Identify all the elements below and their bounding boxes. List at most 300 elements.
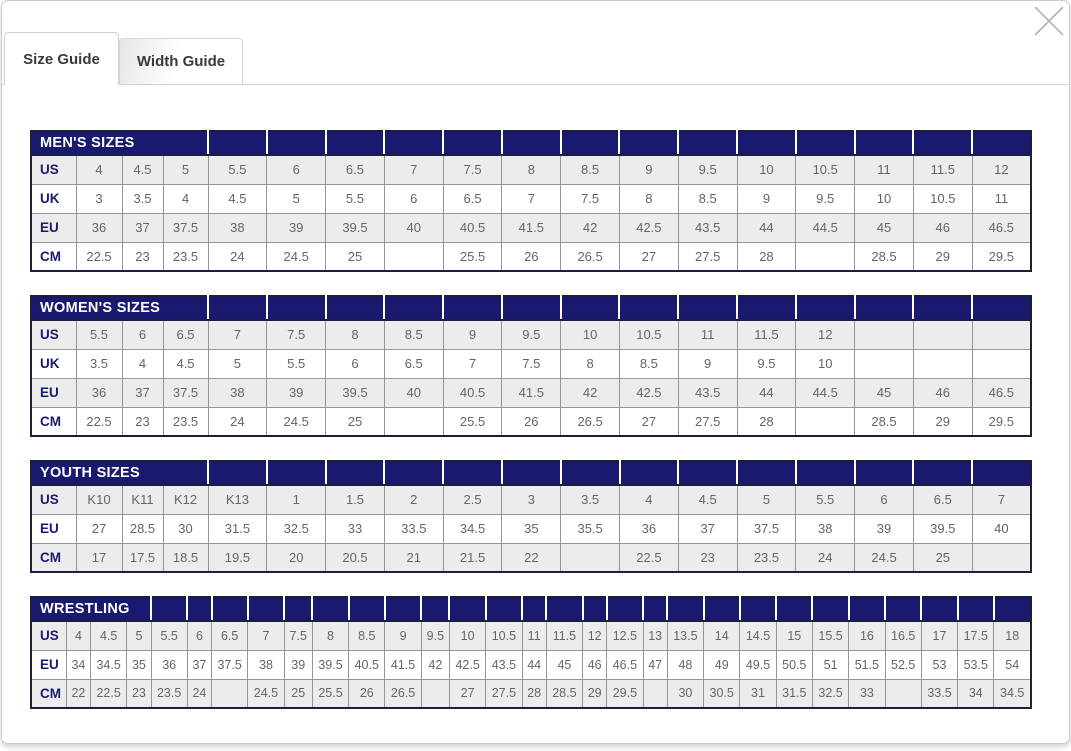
size-cell: 8: [619, 184, 678, 213]
size-cell: 9: [443, 320, 502, 349]
row-label: EU: [31, 378, 76, 407]
size-cell: 28.5: [855, 242, 914, 271]
size-cell: 36: [76, 378, 122, 407]
size-cell: 9.5: [421, 621, 449, 650]
size-cell: 4.5: [163, 349, 208, 378]
size-cell: 10: [855, 184, 914, 213]
size-cell: 10.5: [796, 155, 855, 184]
size-cell: 40: [972, 514, 1031, 543]
size-cell: 17.5: [958, 621, 994, 650]
size-cell: 6.5: [163, 320, 208, 349]
size-cell: 23: [127, 679, 151, 708]
header-cell: [855, 461, 914, 485]
size-cell: 38: [796, 514, 855, 543]
size-cell: 9.5: [737, 349, 796, 378]
size-cell: 6.5: [913, 485, 972, 514]
size-cell: 34.5: [994, 679, 1031, 708]
size-cell: 7: [248, 621, 284, 650]
size-cell: 42.5: [619, 213, 678, 242]
table-title: WRESTLING: [31, 597, 151, 621]
header-cell: [776, 597, 812, 621]
header-cell: [849, 597, 885, 621]
size-cell: 29.5: [972, 242, 1031, 271]
header-cell: [421, 597, 449, 621]
header-cell: [267, 461, 326, 485]
size-cell: 25.5: [443, 242, 502, 271]
size-cell: 7.5: [561, 184, 620, 213]
header-cell: [619, 296, 678, 320]
header-cell: [522, 597, 546, 621]
size-cell: 5.5: [796, 485, 855, 514]
size-cell: [913, 320, 972, 349]
size-cell: 6.5: [326, 155, 385, 184]
size-cell: [885, 679, 921, 708]
size-cell: 5.5: [76, 320, 122, 349]
size-cell: 24: [187, 679, 211, 708]
table-row: [31, 213, 1031, 242]
size-cell: [796, 242, 855, 271]
row-label: EU: [31, 650, 66, 679]
size-cell: 6.5: [212, 621, 248, 650]
row-label: US: [31, 155, 76, 184]
size-cell: 4: [620, 485, 679, 514]
size-cell: 42.5: [619, 378, 678, 407]
size-cell: 28: [737, 407, 796, 436]
size-cell: 30: [667, 679, 703, 708]
size-cell: 12: [583, 621, 607, 650]
size-cell: 51: [812, 650, 848, 679]
row-label: CM: [31, 543, 76, 572]
row-label: EU: [31, 514, 76, 543]
size-cell: 46.5: [972, 378, 1031, 407]
size-cell: 22.5: [76, 242, 122, 271]
size-cell: 8: [502, 155, 561, 184]
header-cell: [607, 597, 643, 621]
size-cell: [421, 679, 449, 708]
row-label: UK: [31, 184, 76, 213]
size-cell: 39.5: [326, 378, 385, 407]
header-cell: [913, 131, 972, 155]
header-cell: [737, 296, 796, 320]
header-cell: [796, 296, 855, 320]
size-cell: 9: [385, 621, 421, 650]
size-cell: 11: [972, 184, 1031, 213]
size-cell: 7: [384, 155, 443, 184]
size-cell: 24.5: [267, 407, 326, 436]
size-tables-container: [2, 85, 1069, 709]
header-cell: [486, 597, 522, 621]
table-title: MEN'S SIZES: [31, 131, 208, 155]
size-cell: 14.5: [740, 621, 776, 650]
header-cell: [561, 296, 620, 320]
header-cell: [384, 131, 443, 155]
table-row: [31, 378, 1031, 407]
size-cell: 16.5: [885, 621, 921, 650]
size-cell: 33.5: [384, 514, 443, 543]
header-cell: [208, 296, 267, 320]
size-cell: 7: [502, 184, 561, 213]
size-cell: 53.5: [958, 650, 994, 679]
size-cell: 27.5: [678, 407, 737, 436]
row-label: EU: [31, 213, 76, 242]
size-cell: 10.5: [913, 184, 972, 213]
size-cell: 37: [187, 650, 211, 679]
header-cell: [796, 131, 855, 155]
size-cell: 37.5: [737, 514, 796, 543]
header-cell: [796, 461, 855, 485]
size-cell: 23.5: [163, 407, 208, 436]
table-header-row: [31, 461, 1031, 485]
size-cell: 44.5: [796, 213, 855, 242]
size-cell: 27: [619, 407, 678, 436]
size-cell: 5: [267, 184, 326, 213]
size-cell: 41.5: [502, 378, 561, 407]
size-cell: [643, 679, 667, 708]
header-cell: [913, 296, 972, 320]
size-cell: 5.5: [151, 621, 187, 650]
size-cell: 1: [267, 485, 326, 514]
size-cell: 12.5: [607, 621, 643, 650]
size-cell: 32.5: [267, 514, 326, 543]
size-cell: 46.5: [607, 650, 643, 679]
header-cell: [187, 597, 211, 621]
header-cell: [972, 296, 1031, 320]
size-cell: [384, 242, 443, 271]
size-cell: 11: [855, 155, 914, 184]
table-title: WOMEN'S SIZES: [31, 296, 208, 320]
table-row: [31, 320, 1031, 349]
size-cell: 39: [267, 213, 326, 242]
size-cell: 39.5: [312, 650, 348, 679]
size-cell: 51.5: [849, 650, 885, 679]
size-cell: 24: [208, 242, 267, 271]
size-cell: [972, 320, 1031, 349]
size-cell: 50.5: [776, 650, 812, 679]
size-cell: 9.5: [502, 320, 561, 349]
size-cell: 21: [384, 543, 443, 572]
size-cell: 40: [384, 378, 443, 407]
size-cell: 53: [921, 650, 957, 679]
row-label: CM: [31, 679, 66, 708]
size-cell: 6: [122, 320, 163, 349]
size-cell: 5: [208, 349, 267, 378]
size-cell: 10.5: [619, 320, 678, 349]
size-cell: 43.5: [678, 213, 737, 242]
size-cell: 39: [855, 514, 914, 543]
size-cell: 39: [267, 378, 326, 407]
size-cell: 27.5: [678, 242, 737, 271]
size-cell: 34: [958, 679, 994, 708]
size-cell: 18.5: [163, 543, 208, 572]
size-cell: 43.5: [486, 650, 522, 679]
size-cell: 4.5: [122, 155, 163, 184]
size-cell: 4: [163, 184, 208, 213]
size-cell: 10: [449, 621, 485, 650]
size-cell: 9: [619, 155, 678, 184]
size-cell: 17.5: [122, 543, 163, 572]
size-cell: 23: [122, 242, 163, 271]
size-cell: 11: [522, 621, 546, 650]
size-cell: 35: [127, 650, 151, 679]
size-cell: 13: [643, 621, 667, 650]
row-label: US: [31, 320, 76, 349]
size-cell: 6: [384, 184, 443, 213]
header-cell: [284, 597, 312, 621]
size-cell: 35: [502, 514, 561, 543]
header-cell: [619, 131, 678, 155]
size-cell: 15: [776, 621, 812, 650]
header-cell: [994, 597, 1031, 621]
size-cell: 4: [66, 621, 90, 650]
close-button[interactable]: [1032, 3, 1068, 39]
size-cell: 49.5: [740, 650, 776, 679]
size-cell: 24: [796, 543, 855, 572]
size-cell: 26: [502, 407, 561, 436]
size-cell: 3: [502, 485, 561, 514]
size-cell: 24: [208, 407, 267, 436]
size-cell: 8.5: [678, 184, 737, 213]
size-cell: 40.5: [443, 378, 502, 407]
size-cell: 6: [855, 485, 914, 514]
size-cell: 39.5: [326, 213, 385, 242]
size-cell: 28: [737, 242, 796, 271]
size-cell: 29: [583, 679, 607, 708]
size-cell: 27: [619, 242, 678, 271]
size-cell: 5: [127, 621, 151, 650]
header-cell: [443, 131, 502, 155]
header-cell: [349, 597, 385, 621]
size-cell: 40: [384, 213, 443, 242]
size-cell: 23: [678, 543, 737, 572]
size-cell: 7.5: [443, 155, 502, 184]
size-cell: 4.5: [91, 621, 127, 650]
size-cell: 26.5: [561, 407, 620, 436]
size-cell: 31: [740, 679, 776, 708]
table-row: [31, 242, 1031, 271]
table-row: [31, 349, 1031, 378]
header-cell: [958, 597, 994, 621]
size-cell: 7.5: [267, 320, 326, 349]
size-cell: 46: [913, 378, 972, 407]
size-cell: [384, 407, 443, 436]
header-cell: [855, 296, 914, 320]
header-cell: [385, 597, 421, 621]
tab-width-guide[interactable]: Width Guide: [119, 38, 243, 84]
size-cell: 44: [737, 378, 796, 407]
size-cell: 30: [163, 514, 208, 543]
size-cell: 37.5: [212, 650, 248, 679]
size-cell: 6: [187, 621, 211, 650]
size-cell: 32.5: [812, 679, 848, 708]
size-cell: 26.5: [561, 242, 620, 271]
header-cell: [326, 461, 385, 485]
header-cell: [384, 296, 443, 320]
table-row: [31, 650, 1031, 679]
size-cell: 26: [502, 242, 561, 271]
size-cell: 42: [561, 378, 620, 407]
size-cell: 31.5: [776, 679, 812, 708]
size-cell: 36: [151, 650, 187, 679]
size-cell: [855, 320, 914, 349]
size-cell: [913, 349, 972, 378]
size-cell: 25: [913, 543, 972, 572]
header-cell: [855, 131, 914, 155]
size-cell: 25.5: [443, 407, 502, 436]
header-cell: [643, 597, 667, 621]
table-title: YOUTH SIZES: [31, 461, 208, 485]
size-cell: 28: [522, 679, 546, 708]
table-row: [31, 543, 1031, 572]
wrestling-sizes-table: [30, 596, 1032, 709]
size-cell: 29: [913, 407, 972, 436]
size-cell: 45: [855, 378, 914, 407]
size-cell: 19.5: [208, 543, 267, 572]
size-cell: 33: [849, 679, 885, 708]
header-cell: [267, 296, 326, 320]
size-cell: 42: [561, 213, 620, 242]
size-cell: [855, 349, 914, 378]
size-cell: 34: [66, 650, 90, 679]
header-cell: [546, 597, 582, 621]
row-label: US: [31, 621, 66, 650]
size-cell: 22.5: [620, 543, 679, 572]
size-cell: [972, 349, 1031, 378]
row-label: CM: [31, 407, 76, 436]
header-cell: [740, 597, 776, 621]
header-cell: [267, 131, 326, 155]
size-cell: 10: [737, 155, 796, 184]
header-cell: [678, 131, 737, 155]
size-cell: 25: [326, 407, 385, 436]
size-cell: 11.5: [546, 621, 582, 650]
table-row: [31, 679, 1031, 708]
size-cell: 10.5: [486, 621, 522, 650]
size-cell: 36: [76, 213, 122, 242]
size-cell: 36: [620, 514, 679, 543]
size-cell: 20: [267, 543, 326, 572]
size-cell: 18: [994, 621, 1031, 650]
size-cell: 44: [522, 650, 546, 679]
size-cell: 37.5: [163, 378, 208, 407]
size-cell: 23: [122, 407, 163, 436]
size-cell: 7.5: [284, 621, 312, 650]
size-cell: 41.5: [385, 650, 421, 679]
size-cell: 5.5: [208, 155, 267, 184]
size-cell: 33: [326, 514, 385, 543]
header-cell: [326, 296, 385, 320]
header-cell: [151, 597, 187, 621]
size-cell: 7: [972, 485, 1031, 514]
size-cell: 11: [678, 320, 737, 349]
header-cell: [208, 131, 267, 155]
size-cell: 11.5: [737, 320, 796, 349]
header-cell: [312, 597, 348, 621]
size-cell: 33.5: [921, 679, 957, 708]
size-cell: [212, 679, 248, 708]
size-cell: 34.5: [91, 650, 127, 679]
header-cell: [502, 296, 561, 320]
size-cell: 42: [421, 650, 449, 679]
size-cell: 25: [326, 242, 385, 271]
size-cell: 22.5: [91, 679, 127, 708]
size-cell: 16: [849, 621, 885, 650]
size-cell: 10: [561, 320, 620, 349]
size-cell: 7: [443, 349, 502, 378]
size-cell: 31.5: [208, 514, 267, 543]
size-cell: 3.5: [76, 349, 122, 378]
size-cell: 13.5: [667, 621, 703, 650]
size-cell: 40.5: [349, 650, 385, 679]
size-cell: 46.5: [972, 213, 1031, 242]
size-cell: 37: [122, 213, 163, 242]
header-cell: [502, 131, 561, 155]
size-cell: 35.5: [561, 514, 620, 543]
close-icon: [1032, 4, 1066, 38]
size-cell: 4: [76, 155, 122, 184]
header-cell: [561, 131, 620, 155]
size-cell: 28.5: [855, 407, 914, 436]
size-cell: 9: [737, 184, 796, 213]
size-cell: 38: [208, 378, 267, 407]
size-cell: 26.5: [385, 679, 421, 708]
size-cell: 6: [267, 155, 326, 184]
size-cell: 25: [284, 679, 312, 708]
size-cell: 6.5: [443, 184, 502, 213]
header-cell: [678, 461, 737, 485]
size-cell: 29.5: [607, 679, 643, 708]
table-row: [31, 184, 1031, 213]
size-cell: 8.5: [349, 621, 385, 650]
header-cell: [737, 131, 796, 155]
size-cell: 5.5: [326, 184, 385, 213]
size-cell: 46: [583, 650, 607, 679]
size-cell: 1.5: [326, 485, 385, 514]
size-cell: 45: [546, 650, 582, 679]
size-cell: 37: [678, 514, 737, 543]
size-cell: 49: [704, 650, 740, 679]
size-cell: 9.5: [678, 155, 737, 184]
header-cell: [384, 461, 443, 485]
size-cell: 48: [667, 650, 703, 679]
size-cell: 25.5: [312, 679, 348, 708]
size-cell: K12: [163, 485, 208, 514]
size-cell: 27: [449, 679, 485, 708]
size-cell: 21.5: [443, 543, 502, 572]
size-cell: 5: [163, 155, 208, 184]
size-cell: 15.5: [812, 621, 848, 650]
size-cell: 38: [208, 213, 267, 242]
size-cell: 24.5: [267, 242, 326, 271]
youth-sizes-table: [30, 460, 1032, 573]
header-cell: [208, 461, 267, 485]
size-cell: 8.5: [561, 155, 620, 184]
size-cell: 12: [972, 155, 1031, 184]
size-cell: 3.5: [122, 184, 163, 213]
size-cell: 2.5: [443, 485, 502, 514]
size-cell: 29.5: [972, 407, 1031, 436]
header-cell: [583, 597, 607, 621]
header-cell: [885, 597, 921, 621]
size-cell: 8.5: [384, 320, 443, 349]
tab-size-guide[interactable]: Size Guide: [4, 32, 119, 85]
womens-sizes-table: [30, 295, 1032, 437]
size-cell: 23.5: [151, 679, 187, 708]
size-cell: 23.5: [737, 543, 796, 572]
size-cell: 14: [704, 621, 740, 650]
size-cell: 8: [312, 621, 348, 650]
size-cell: 8: [561, 349, 620, 378]
table-row: [31, 155, 1031, 184]
